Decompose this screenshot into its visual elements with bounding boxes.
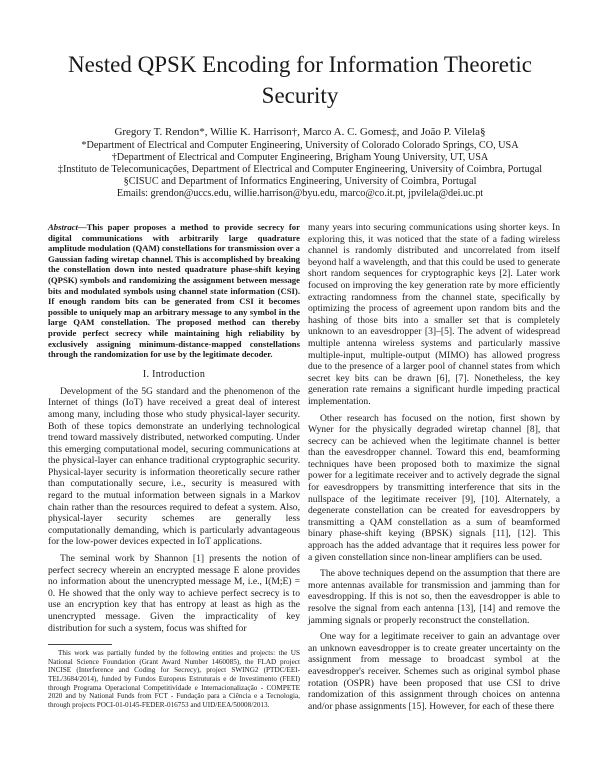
funding-footnote: This work was partially funded by the following entities and projects: the US National Science Foundation (Grant Award Number 1460085), the FLAD project INCISE (Interference and Coding for Secrecy), project SWING2 (PTDC/EEI-TEL/3684/2014), funded by Fundos Europeus Estruturais e de Investimento (FEEI) through Programa Operacional Competitividade e Internacionalização - COMPETE 2020 and by National Funds from FCT - Fundação para a Ciência e a Tecnologia, through projects POCI-01-0145-FEDER-016753 and UID/EEA/50008/2013. bbox=[48, 649, 300, 709]
affiliation-4: §CISUC and Department of Informatics Engineering, University of Coimbra, Portugal bbox=[123, 176, 477, 187]
footnote-rule bbox=[48, 644, 112, 645]
affiliation-2: †Department of Electrical and Computer Engineering, Brigham Young University, UT, USA bbox=[111, 152, 489, 163]
abstract bbox=[48, 222, 300, 360]
left-column bbox=[48, 222, 300, 709]
right-column bbox=[308, 222, 560, 712]
author-list: Gregory T. Rendon*, Willie K. Harrison†, Marco A. C. Gomes‡, and João P. Vilela§ bbox=[114, 126, 486, 138]
affiliation-3: ‡Instituto de Telecomunicações, Department of Electrical and Computer Engineering, University of Coimbra, Portugal bbox=[57, 164, 543, 175]
intro-paragraph-4: Other research has focused on the notion, first shown by Wyner for the physically degraded wiretap channel [8], that secrecy can be achieved when the legitimate channel is better than the eavesdropper channel. Toward this end, beamforming techniques have been proposed both to maximize the signal power for a legitimate receiver and to actively degrade the signal for eavesdroppers by transmitting interference that sits in the nullspace of the legitimate receiver [9], [10]. Alternately, a degenerate constellation can be created for eavesdroppers by transmitting a QAM constellation as a sum of beamformed binary phase-shift keying (BPSK) signals [11], [12]. This approach has the added advantage that it requires less power for a given constellation since non-linear amplifiers can be used. bbox=[308, 412, 560, 563]
abstract-text: —This paper proposes a method to provide secrecy for digital communications with arbitrarily large quadrature amplitude modulation (QAM) constellations for transmission over a Gaussian fading wiretap channel. This is accomplished by breaking the constellation down into nested quadrature phase-shift keying (QPSK) symbols and randomizing the assignment between message bits and modulated symbols using channel state information (CSI). If enough random bits can be generated from CSI it becomes possible to uniquely map an arbitrary message to any symbol in the large QAM constellation. The proposed method can thereby provide perfect secrecy while maintaining high reliability by exclusively assigning minimum-distance-mapped constellations through the randomization for use by the legitimate decoder. bbox=[48, 222, 300, 360]
author-emails: Emails: grendon@uccs.edu, willie.harrison@byu.edu, marco@co.it.pt, jpvilela@dei.uc.pt bbox=[116, 188, 484, 199]
paper-title-line-1: Nested QPSK Encoding for Information Theoretic bbox=[68, 52, 532, 77]
intro-paragraph-1: Development of the 5G standard and the phenomenon of the Internet of things (IoT) have received a great deal of interest among many, including those who study physical-layer security. Both of these topics demonstrate an underlying technological trend toward massively distributed, networked computing. Under this emerging computational model, securing communications at the physical-layer can enhance traditional cryptographic security. Physical-layer security is information theoretically secure rather than computationally secure, i.e., security is measured with regard to the mutual information between signals in a Markov chain rather than the resources required to defeat a system. Also, physical-layer security schemes are generally less computationally demanding, which is particularly advantageous for the low-power devices expected in IoT applications. bbox=[48, 385, 300, 548]
paper-title-line-2: Security bbox=[261, 83, 339, 108]
intro-paragraph-5: The above techniques depend on the assumption that there are more antennas available for transmission and jamming than for eavesdropping. If this is not so, then the eavesdropper is able to resolve the signal from each antenna [13], [14] and remove the jamming signals or properly reconstruct the constellation. bbox=[308, 568, 560, 626]
affiliation-1: *Department of Electrical and Computer Engineering, University of Colorado Colorado Springs, CO, USA bbox=[81, 140, 519, 151]
abstract-label: Abstract bbox=[48, 222, 78, 232]
section-heading: I. Introduction bbox=[142, 368, 206, 380]
intro-paragraph-2: The seminal work by Shannon [1] presents the notion of perfect secrecy wherein an encrypted message E alone provides no information about the unencrypted message M, i.e., I(M;E) = 0. He showed that the only way to achieve perfect secrecy is to use an encryption key that has entropy at least as high as the unencrypted message. Given the impracticality of key distribution for such a system, focus was shifted for bbox=[48, 553, 300, 634]
intro-paragraph-6: One way for a legitimate receiver to gain an advantage over an unknown eavesdropper is to create greater uncertainty on the assignment from message to broadcast symbol at the eavesdropper's receiver. Schemes such as original symbol phase rotation (OSPR) have been proposed that use CSI to drive randomization of this assignment through choices on antenna and/or phase assignments [15]. However, for each of these there bbox=[308, 631, 560, 712]
intro-paragraph-3: many years into securing communications using shorter keys. In exploring this, it was noticed that the state of a fading wireless channel is randomly distributed and uncorrelated from itself beyond half a wavelength, and that this could be used to generate short random sequences for cryptographic keys [2]. Later work focused on improving the key generation rate by more efficiently extracting randomness from the channel state, specifically by optimizing the process of agreement upon random bits and the hashing of those bits into a smaller set that is completely unknown to an eavesdropper [3]–[5]. The advent of widespread multiple antenna wireless systems and particularly massive multiple-input, multiple-output (MIMO) has allowed progress due to the presence of a larger pool of channel states from which secret key bits can be drawn [6], [7]. Nonetheless, the key generation rate remains a significant hurdle impeding practical implementation. bbox=[308, 222, 560, 407]
